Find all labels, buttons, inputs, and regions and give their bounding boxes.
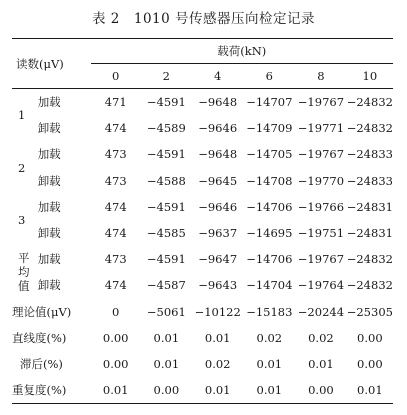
load-header-label: 载荷(kN): [217, 44, 267, 58]
table-cell: 0.01: [256, 356, 283, 371]
table-cell: 0.01: [308, 356, 334, 371]
row-sublabel: 卸载: [37, 278, 61, 293]
load-column-header: 2: [141, 64, 192, 89]
table-caption: [0, 7, 407, 27]
table-cell: −9648: [198, 95, 238, 110]
table-cell: 474: [104, 278, 127, 293]
table-row: [12, 194, 393, 220]
row-sublabel: 加载: [37, 199, 61, 214]
table-cell: −19770: [297, 173, 345, 188]
row-sublabel: 卸载: [37, 121, 61, 136]
table-row: [12, 246, 393, 272]
table-cell: −14695: [246, 226, 293, 241]
table-row: [12, 141, 393, 167]
stat-label: 理论值(μV): [12, 304, 72, 319]
stat-row-theoretical: [12, 299, 393, 325]
table-cell: −14704: [246, 278, 293, 293]
table-cell: −9646: [198, 121, 238, 136]
table-cell: −9645: [198, 173, 238, 188]
load-header: [91, 39, 393, 64]
row-sublabel: 卸载: [37, 173, 61, 188]
group-label: 2: [18, 160, 26, 175]
table-cell: 0.00: [357, 356, 383, 371]
table-cell: −19767: [297, 95, 345, 110]
table-cell: −19767: [297, 147, 345, 162]
reading-unit-label: 读数(μV): [16, 56, 64, 71]
table-cell: −24832: [346, 252, 393, 267]
table-cell: 0.00: [308, 383, 334, 398]
group-label-char: 平: [18, 251, 30, 266]
table-title: 1010 号传感器压向检定记录: [133, 11, 316, 27]
table-cell: 0.01: [153, 330, 180, 345]
table-cell: 0.02: [308, 330, 334, 345]
table-cell: −4589: [146, 121, 186, 136]
table-cell: −24832: [346, 95, 393, 110]
table-cell: −4591: [146, 95, 186, 110]
table-cell: −24831: [346, 226, 393, 241]
table-cell: −14708: [246, 173, 293, 188]
table-cell: −9647: [198, 252, 238, 267]
table-cell: 474: [104, 226, 127, 241]
table-row: [12, 168, 393, 194]
table-cell: 0.01: [153, 356, 180, 371]
table-cell: 0.01: [256, 383, 283, 398]
table-cell: 0.02: [256, 330, 283, 345]
table-cell: 471: [104, 95, 127, 110]
table-row: [12, 220, 393, 246]
table-cell: −19771: [297, 121, 345, 136]
table-cell: −24832: [346, 278, 393, 293]
table-cell: 0.01: [102, 383, 129, 398]
table-cell: −9643: [198, 278, 238, 293]
table-cell: −24833: [346, 147, 393, 162]
header-row-top: [12, 39, 393, 64]
group-label-char: 均: [18, 265, 30, 280]
load-column-header: 4: [192, 64, 244, 89]
reading-unit-header: [12, 39, 91, 89]
stat-row-repeatability: [12, 377, 393, 404]
table-cell: 0.02: [204, 356, 231, 371]
table-cell: −19766: [297, 199, 345, 214]
load-column-header: 10: [347, 64, 393, 89]
table-cell: −19751: [297, 226, 345, 241]
table-cell: −24833: [346, 173, 393, 188]
table-cell: 473: [104, 252, 127, 267]
table-cell: 0.00: [357, 330, 383, 345]
table-cell: −19767: [297, 252, 345, 267]
table-cell: −25305: [346, 304, 393, 319]
table-number: 表 2: [91, 11, 120, 27]
table-cell: −4591: [146, 252, 186, 267]
row-sublabel: 卸载: [37, 226, 61, 241]
table-cell: −14709: [246, 121, 293, 136]
table-row: [12, 89, 393, 116]
load-column-header: 8: [295, 64, 347, 89]
table-cell: −14705: [246, 147, 293, 162]
group-label: 1: [18, 108, 26, 123]
row-sublabel: 加载: [37, 95, 61, 110]
group-label-char: 值: [18, 279, 30, 294]
table-cell: −4591: [146, 199, 186, 214]
table-row: [12, 115, 393, 141]
load-column-header: 6: [244, 64, 296, 89]
group-label: 3: [18, 212, 26, 227]
row-sublabel: 加载: [37, 147, 61, 162]
table-cell: 0.00: [102, 356, 129, 371]
table-row: [12, 272, 393, 298]
table-cell: −9648: [198, 147, 238, 162]
table-cell: −4591: [146, 147, 186, 162]
table-cell: 0.00: [102, 330, 129, 345]
table-cell: 474: [104, 199, 127, 214]
table-cell: −24832: [346, 121, 393, 136]
table-cell: −4587: [146, 278, 186, 293]
table-cell: 473: [104, 173, 127, 188]
table-cell: 0.01: [204, 330, 231, 345]
stat-label: 直线度(%): [12, 330, 67, 345]
table-cell: −9646: [198, 199, 238, 214]
table-cell: 474: [104, 121, 127, 136]
load-column-header: 0: [91, 64, 141, 89]
table-cell: 0: [112, 304, 120, 319]
table-cell: −19764: [297, 278, 345, 293]
stat-label: 重复度(%): [12, 383, 67, 398]
table-cell: −4585: [146, 226, 186, 241]
table-cell: 0.01: [204, 383, 231, 398]
table-cell: −9637: [198, 226, 238, 241]
table-cell: −4588: [146, 173, 186, 188]
table-cell: −14706: [246, 199, 293, 214]
table-cell: −24831: [346, 199, 393, 214]
table-cell: −10122: [194, 304, 241, 319]
table-cell: 0.01: [357, 383, 383, 398]
table-cell: −14707: [246, 95, 293, 110]
row-sublabel: 加载: [37, 252, 61, 267]
calibration-table: [12, 38, 393, 404]
table-cell: 473: [104, 147, 127, 162]
stat-row-hysteresis: [12, 351, 393, 377]
table-cell: −5061: [146, 304, 186, 319]
group-label-average: [12, 246, 38, 298]
table-cell: −15183: [246, 304, 293, 319]
table-cell: −20244: [297, 304, 345, 319]
stat-label: 滞后(%): [20, 356, 63, 371]
table-cell: −14706: [246, 252, 293, 267]
stat-row-linearity: [12, 325, 393, 351]
table-cell: 0.00: [153, 383, 180, 398]
